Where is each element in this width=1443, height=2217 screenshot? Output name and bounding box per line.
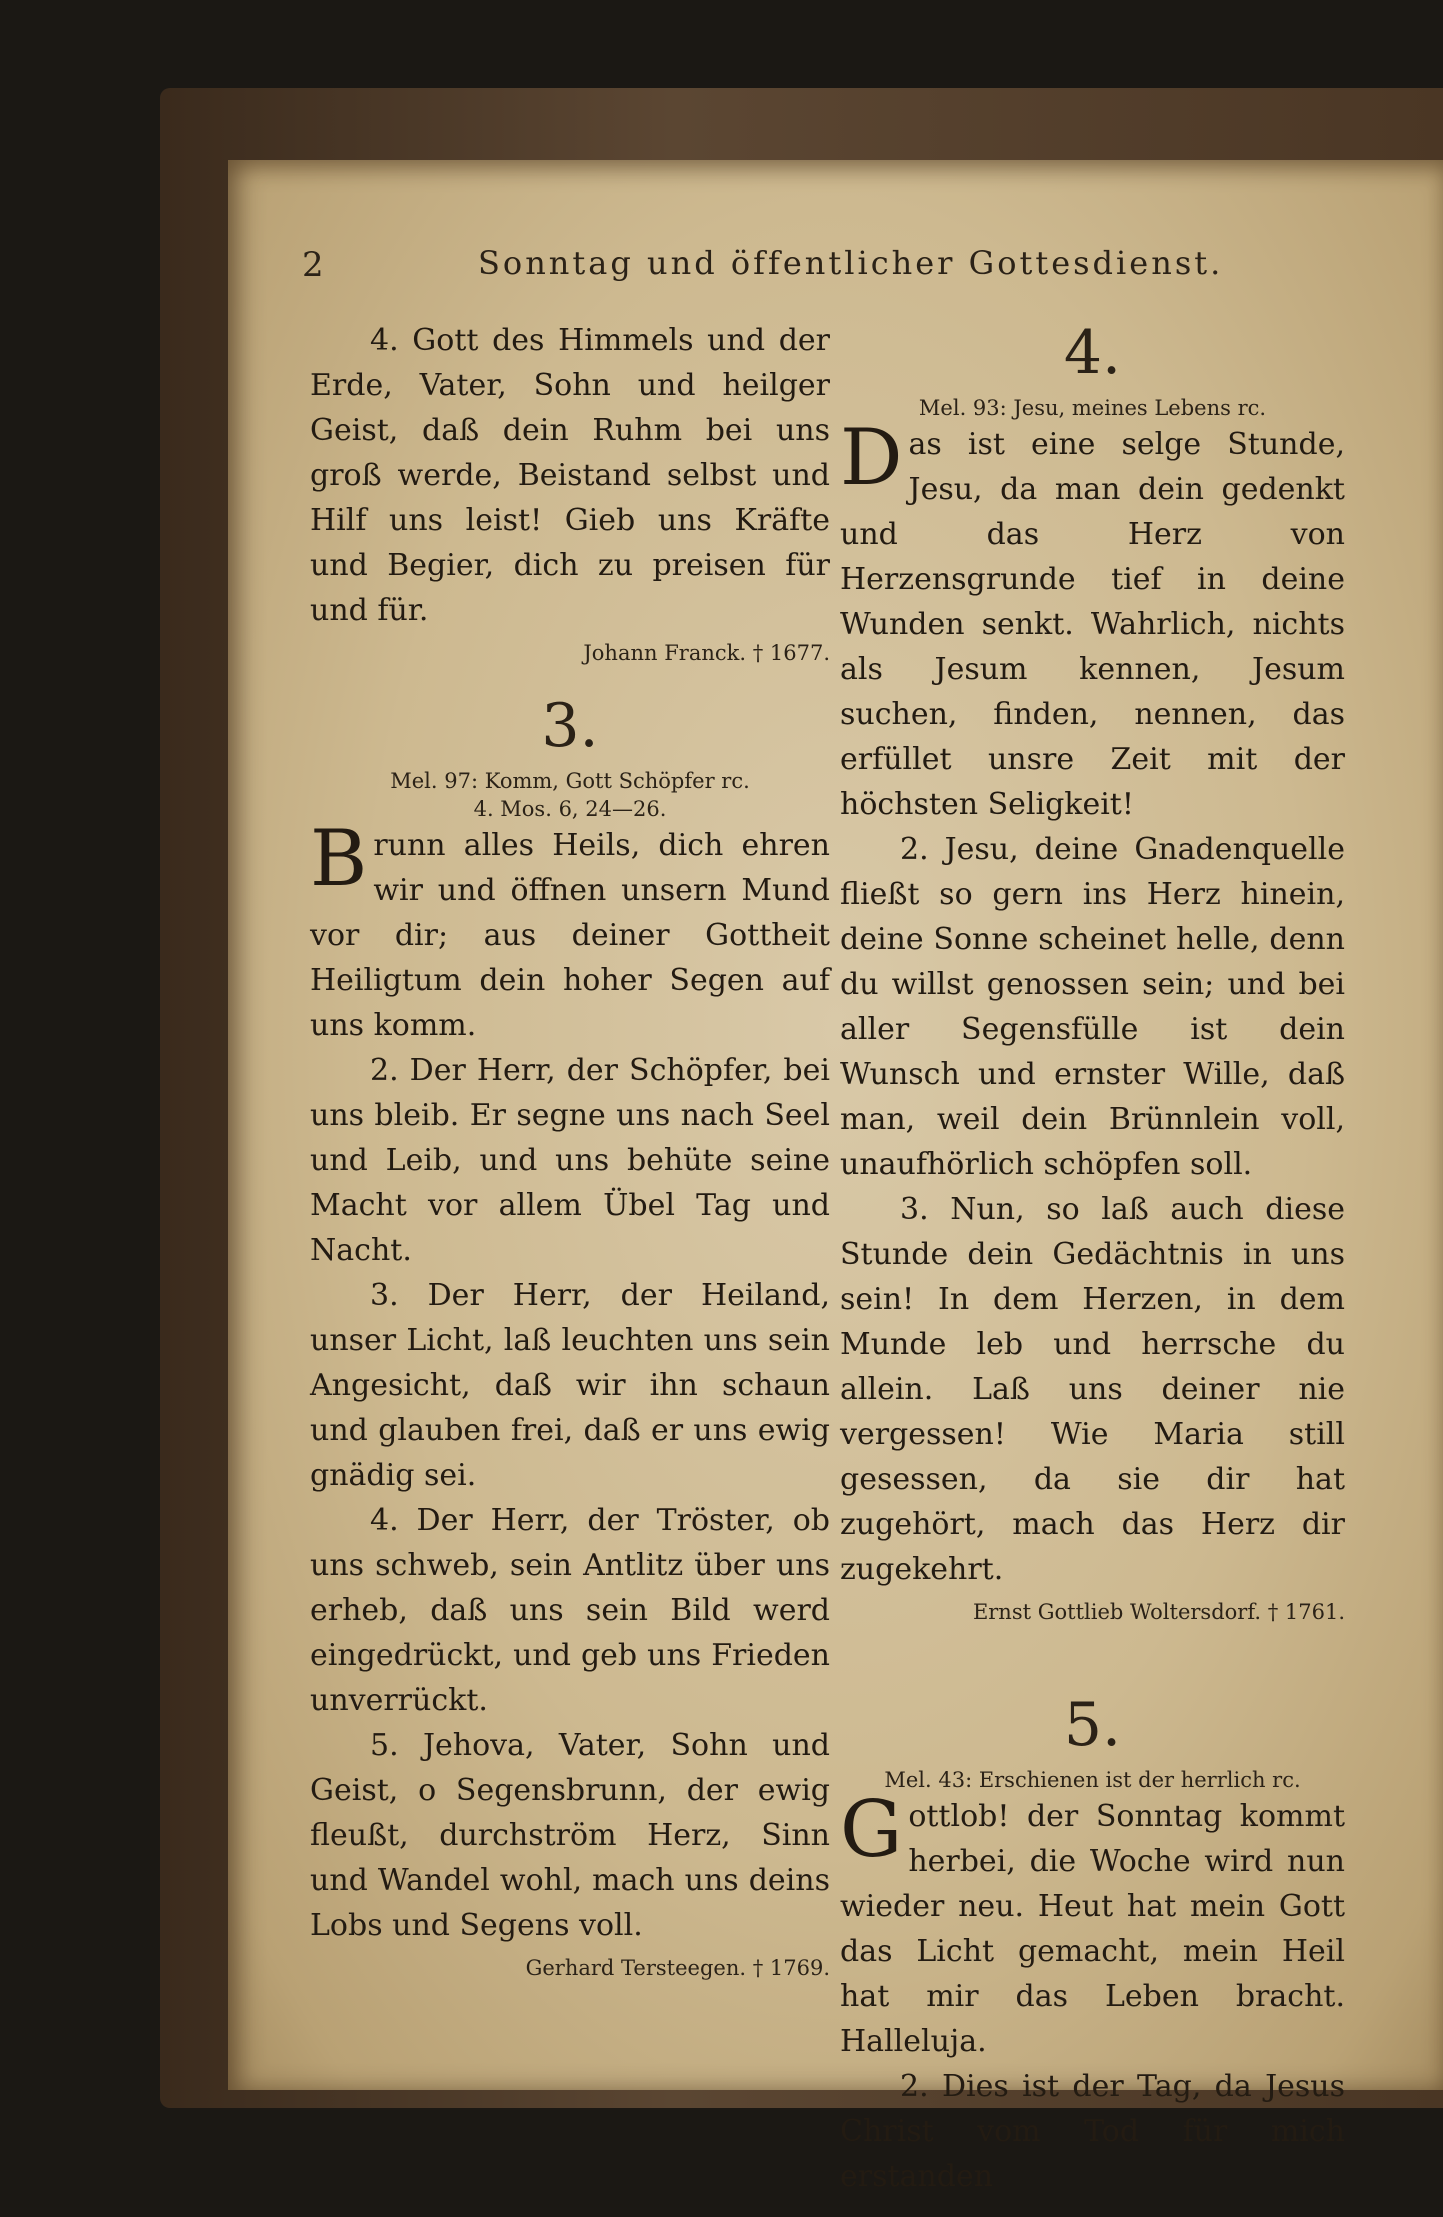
- hymn-3-verse-3: 3. Der Herr, der Heiland, unser Licht, laß leuchten uns sein Angesicht, daß wir ihn schaun und glauben frei, daß er uns ewig gnädig sei.: [310, 1278, 830, 1493]
- hymn-3-reference: 4. Mos. 6, 24—26.: [473, 797, 667, 821]
- hymn-5-verse-1-text: ottlob! der Sonntag kommt herbei, die Woche wird nun wieder neu. Heut hat mein Gott das Licht gemacht, mein Heil hat mir das Leben bracht. Halleluja.: [840, 1799, 1345, 2059]
- hymn-5-number: 5.: [1063, 1690, 1122, 1760]
- hymn-4-verse-1: [840, 413, 1345, 827]
- hymn-5-verse-2: 2. Dies ist der Tag, da Jesus Christ vom Tod für mich erstanden: [840, 2069, 1345, 2194]
- hymn-5-drop-cap: G: [840, 1785, 903, 1875]
- hymn-4-verse-3: 3. Nun, so laß auch diese Stunde dein Gedächtnis in uns sein! In dem Herzen, in dem Munde leb und herrsche du allein. Laß uns deiner nie vergessen! Wie Maria still gesessen, da sie dir hat zugehört, mach das Herz dir zugekehrt.: [840, 1192, 1345, 1587]
- hymn-3-verse-2: 2. Der Herr, der Schöpfer, bei uns bleib. Er segne uns nach Seel und Leib, und uns behüte seine Macht vor allem Übel Tag und Nacht.: [310, 1053, 830, 1268]
- verse-4-previous-hymn: 4. Gott des Himmels und der Erde, Vater, Sohn und heilger Geist, daß dein Ruhm bei uns groß werde, Beistand selbst und Hilf uns leist! Gieb uns Kräfte und Begier, dich zu preisen für und für.: [310, 323, 830, 628]
- spacer: [840, 1632, 1345, 1672]
- hymn-4-author: Ernst Gottlieb Woltersdorf. † 1761.: [972, 1600, 1345, 1624]
- hymn-3-drop-cap: B: [310, 814, 368, 904]
- right-column: [840, 318, 1345, 2199]
- hymn-4-verse-2: 2. Jesu, deine Gnadenquelle fließt so gern ins Herz hinein, deine Sonne scheinet helle, denn du willst genossen sein; und bei aller Segensfülle ist dein Wunsch und ernster Wille, daß man, weil dein Brünnlein voll, unaufhörlich schöpfen soll.: [840, 832, 1345, 1182]
- running-head: Sonntag und öffentlicher Gottesdienst.: [478, 244, 1224, 282]
- hymn-3-verse-1-text: runn alles Heils, dich ehren wir und öffnen unsern Mund vor dir; aus deiner Gottheit Heiligtum dein hoher Segen auf uns komm.: [310, 828, 830, 1043]
- hymn-5-verse-1: [840, 1785, 1345, 2064]
- hymn-4-melody: Mel. 93: Jesu, meines Lebens rc.: [918, 396, 1267, 420]
- hymn-4-number: 4.: [1063, 318, 1122, 388]
- hymn-3-verse-5: 5. Jehova, Vater, Sohn und Geist, o Segensbrunn, der ewig fleußt, durchström Herz, Sinn und Wandel wohl, mach uns deins Lobs und Segens voll.: [310, 1728, 830, 1943]
- hymn-3-author: Gerhard Tersteegen. † 1769.: [525, 1956, 830, 1980]
- hymn-3-number: 3.: [541, 691, 599, 761]
- hymn-4-verse-1-text: as ist eine selge Stunde, Jesu, da man dein gedenkt und das Herz von Herzensgrunde tief in deine Wunden senkt. Wahrlich, nichts als Jesum kennen, Jesum suchen, finden, nennen, das erfüllet unsre Zeit mit der höchsten Seligkeit!: [840, 427, 1345, 822]
- page-number: 2: [302, 245, 324, 285]
- hymn-3-melody: Mel. 97: Komm, Gott Schöpfer rc.: [390, 769, 750, 793]
- hymn-3-verse-4: 4. Der Herr, der Tröster, ob uns schweb, sein Antlitz über uns erheb, daß uns sein Bild werd eingedrückt, und geb uns Frieden unverrückt.: [310, 1503, 830, 1718]
- author-previous-hymn: Johann Franck. † 1677.: [583, 641, 830, 665]
- hymn-5-melody: Mel. 43: Erschienen ist der herrlich rc.: [884, 1768, 1301, 1792]
- hymn-4-drop-cap: D: [840, 413, 903, 503]
- left-column: [310, 318, 830, 1988]
- hymn-3-verse-1: [310, 814, 830, 1048]
